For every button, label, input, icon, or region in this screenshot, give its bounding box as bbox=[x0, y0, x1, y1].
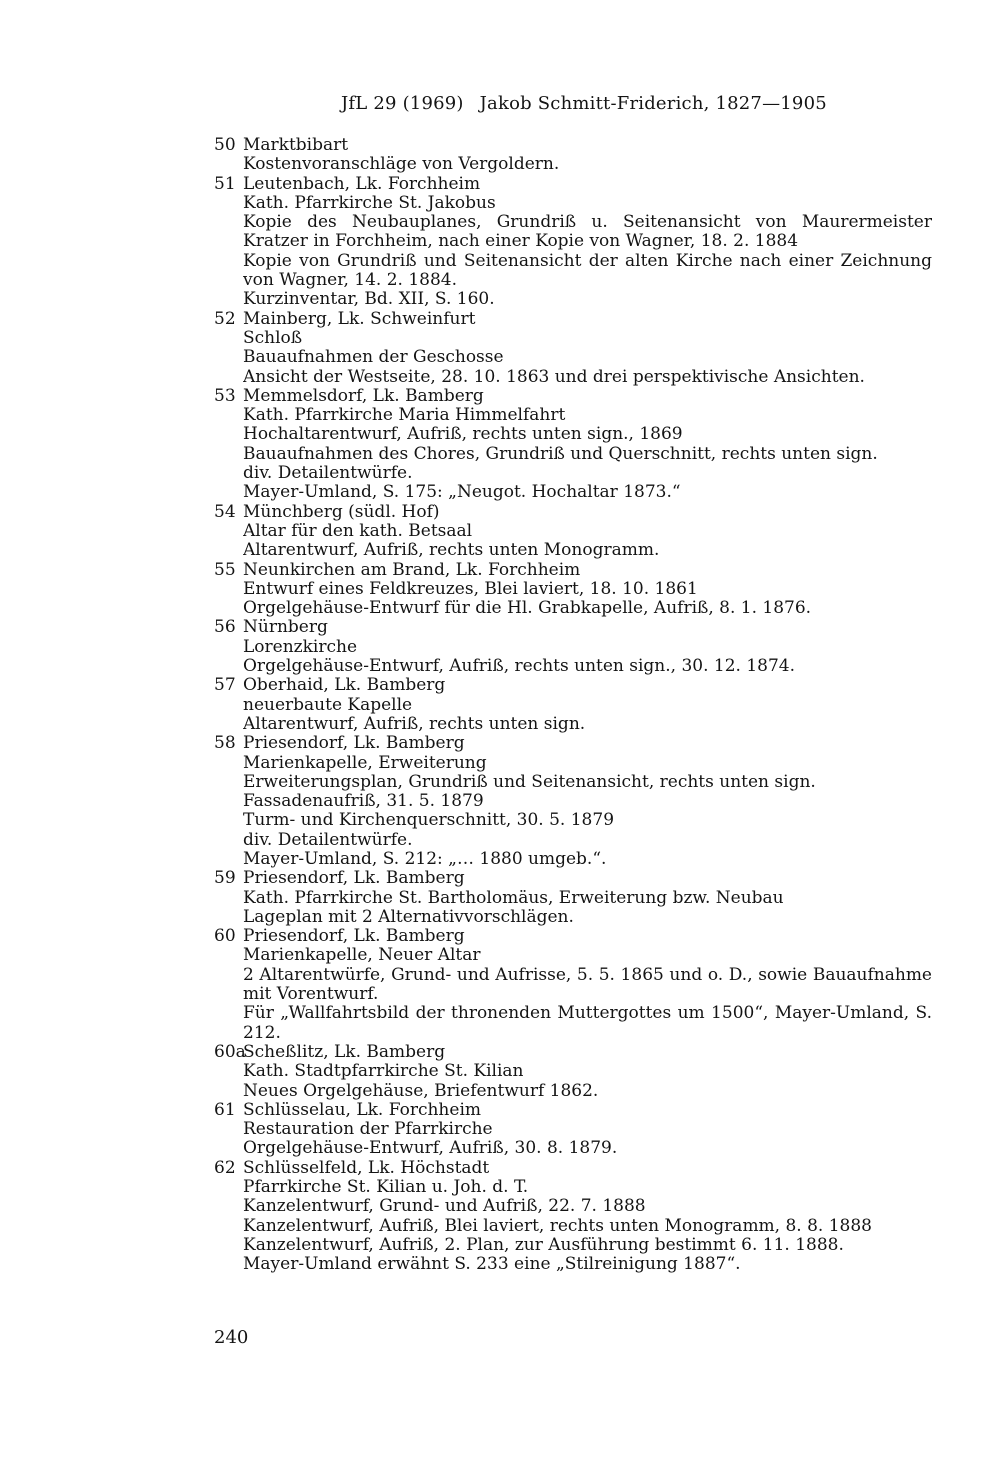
entry-number: 50 bbox=[214, 135, 236, 155]
entry-line: Kostenvoranschläge von Vergoldern. bbox=[243, 155, 560, 175]
entry-location: Neunkirchen am Brand, Lk. Forchheim bbox=[243, 560, 581, 580]
entry-line: Orgelgehäuse-Entwurf, Aufriß, 30. 8. 1879. bbox=[243, 1139, 618, 1159]
entry-number: 53 bbox=[214, 385, 236, 406]
entry-line: Kopie von Grundriß und Seitenansicht der alten Kirche nach einer Zeichnung von Wagner, 14. 2. 1884. bbox=[243, 251, 932, 291]
entry-number: 57 bbox=[214, 675, 236, 696]
entry-number: 58 bbox=[214, 733, 236, 754]
entry-line: Entwurf eines Feldkreuzes, Blei laviert, 18. 10. 1861 bbox=[243, 579, 698, 599]
catalog-entry bbox=[214, 1159, 932, 1275]
entry-number: 56 bbox=[214, 617, 236, 638]
catalog-entry bbox=[214, 310, 932, 387]
entry-line: Hochaltarentwurf, Aufriß, rechts unten sign., 1869 bbox=[243, 425, 683, 445]
catalog-entry bbox=[214, 1101, 932, 1159]
entry-line: Orgelgehäuse-Entwurf, Aufriß, rechts unten sign., 30. 12. 1874. bbox=[243, 657, 796, 677]
entry-number: 54 bbox=[214, 501, 236, 522]
entry-line: div. Detailentwürfe. bbox=[243, 830, 413, 850]
entry-location: Priesendorf, Lk. Bamberg bbox=[243, 927, 465, 947]
entry-line: Altarentwurf, Aufriß, rechts unten Monogramm. bbox=[243, 541, 660, 561]
entry-line: Pfarrkirche St. Kilian u. Joh. d. T. bbox=[243, 1178, 529, 1198]
entry-number: 55 bbox=[214, 559, 236, 580]
entry-number: 59 bbox=[214, 868, 236, 889]
entry-line: Altar für den kath. Betsaal bbox=[243, 521, 473, 541]
entry-line: neuerbaute Kapelle bbox=[243, 695, 413, 715]
entry-line: Ansicht der Westseite, 28. 10. 1863 und drei perspektivische Ansichten. bbox=[243, 367, 865, 387]
journal-reference: JfL 29 (1969) bbox=[341, 93, 464, 114]
entry-location: Marktbibart bbox=[243, 136, 349, 155]
entry-line: Marienkapelle, Erweiterung bbox=[243, 753, 487, 773]
running-header bbox=[341, 92, 827, 116]
entry-number: 62 bbox=[214, 1157, 236, 1178]
entry-location: Scheßlitz, Lk. Bamberg bbox=[243, 1042, 446, 1062]
entry-line: Kath. Stadtpfarrkirche St. Kilian bbox=[243, 1062, 524, 1082]
page-number: 240 bbox=[214, 1327, 249, 1348]
entry-line: Für „Wallfahrtsbild der thronenden Muttergottes um 1500“, Mayer-Umland, S. 212. bbox=[243, 1004, 932, 1043]
article-title: Jakob Schmitt-Friderich, 1827—1905 bbox=[479, 93, 827, 114]
catalog-entry bbox=[214, 734, 932, 869]
entry-location: Oberhaid, Lk. Bamberg bbox=[243, 676, 446, 696]
entry-line: div. Detailentwürfe. bbox=[243, 464, 413, 484]
entry-line: Fassadenaufriß, 31. 5. 1879 bbox=[243, 792, 484, 812]
entry-location: Schlüsselfeld, Lk. Höchstadt bbox=[243, 1158, 490, 1178]
entry-line: Mayer-Umland, S. 212: „… 1880 umgeb.“. bbox=[243, 849, 607, 869]
entry-line: Erweiterungsplan, Grundriß und Seitenansicht, rechts unten sign. bbox=[243, 772, 816, 792]
catalog-entry bbox=[214, 618, 932, 676]
entry-line: Kanzelentwurf, Grund- und Aufriß, 22. 7. 1888 bbox=[243, 1197, 646, 1217]
entry-location: Priesendorf, Lk. Bamberg bbox=[243, 734, 465, 754]
catalog-entry bbox=[214, 1043, 932, 1101]
entry-line: 2 Altarentwürfe, Grund- und Aufrisse, 5. 5. 1865 und o. D., sowie Bauaufnahme mit Vorentwurf. bbox=[243, 965, 932, 1005]
catalog-entry bbox=[214, 869, 932, 927]
entry-line: Kath. Pfarrkirche Maria Himmelfahrt bbox=[243, 406, 566, 426]
entry-line: Altarentwurf, Aufriß, rechts unten sign. bbox=[243, 714, 586, 734]
entry-line: Bauaufnahmen der Geschosse bbox=[243, 348, 504, 368]
entry-location: Münchberg (südl. Hof) bbox=[243, 502, 440, 522]
entry-line: Bauaufnahmen des Chores, Grundriß und Querschnitt, rechts unten sign. bbox=[243, 444, 878, 464]
entry-location: Nürnberg bbox=[243, 618, 328, 638]
entry-line: Mayer-Umland erwähnt S. 233 eine „Stilreinigung 1887“. bbox=[243, 1255, 741, 1275]
catalog-entry bbox=[214, 676, 932, 734]
entry-line: Kanzelentwurf, Aufriß, 2. Plan, zur Ausführung bestimmt 6. 11. 1888. bbox=[243, 1235, 844, 1255]
catalog-entry bbox=[214, 175, 932, 310]
entry-line: Marienkapelle, Neuer Altar bbox=[243, 946, 481, 966]
entry-line: Neues Orgelgehäuse, Briefentwurf 1862. bbox=[243, 1081, 599, 1101]
entry-line: Orgelgehäuse-Entwurf für die Hl. Grabkapelle, Aufriß, 8. 1. 1876. bbox=[243, 599, 812, 619]
entry-number: 60 bbox=[214, 926, 236, 947]
catalog-entry bbox=[214, 387, 932, 503]
entry-location: Memmelsdorf, Lk. Bamberg bbox=[243, 386, 484, 406]
catalog-entries bbox=[214, 136, 932, 1275]
entry-location: Priesendorf, Lk. Bamberg bbox=[243, 869, 465, 889]
entry-location: Leutenbach, Lk. Forchheim bbox=[243, 174, 481, 194]
entry-line: Kanzelentwurf, Aufriß, Blei laviert, rechts unten Monogramm, 8. 8. 1888 bbox=[243, 1216, 872, 1236]
entry-line: Lageplan mit 2 Alternativvorschlägen. bbox=[243, 907, 574, 927]
entry-location: Schlüsselau, Lk. Forchheim bbox=[243, 1100, 481, 1120]
catalog-entry bbox=[214, 561, 932, 619]
entry-number: 52 bbox=[214, 308, 236, 329]
entry-line: Kopie des Neubauplanes, Grundriß u. Seitenansicht von Maurermeister Kratzer in Forchheim, nach einer Kopie von Wagner, 18. 2. 1884 bbox=[243, 213, 932, 252]
catalog-entry bbox=[214, 136, 932, 175]
entry-line: Mayer-Umland, S. 175: „Neugot. Hochaltar 1873.“ bbox=[243, 483, 681, 503]
entry-line: Kurzinventar, Bd. XII, S. 160. bbox=[243, 290, 495, 310]
entry-line: Turm- und Kirchenquerschnitt, 30. 5. 1879 bbox=[243, 811, 615, 831]
entry-line: Lorenzkirche bbox=[243, 637, 358, 657]
entry-number: 61 bbox=[214, 1099, 236, 1120]
entry-line: Restauration der Pfarrkirche bbox=[243, 1120, 493, 1140]
entry-number: 51 bbox=[214, 173, 236, 194]
entry-line: Schloß bbox=[243, 328, 303, 348]
entry-location: Mainberg, Lk. Schweinfurt bbox=[243, 309, 476, 329]
catalog-entry bbox=[214, 503, 932, 561]
entry-line: Kath. Pfarrkirche St. Jakobus bbox=[243, 193, 496, 213]
entry-line: Kath. Pfarrkirche St. Bartholomäus, Erweiterung bzw. Neubau bbox=[243, 888, 784, 908]
catalog-entry bbox=[214, 927, 932, 1043]
entry-number: 60a bbox=[214, 1041, 246, 1062]
